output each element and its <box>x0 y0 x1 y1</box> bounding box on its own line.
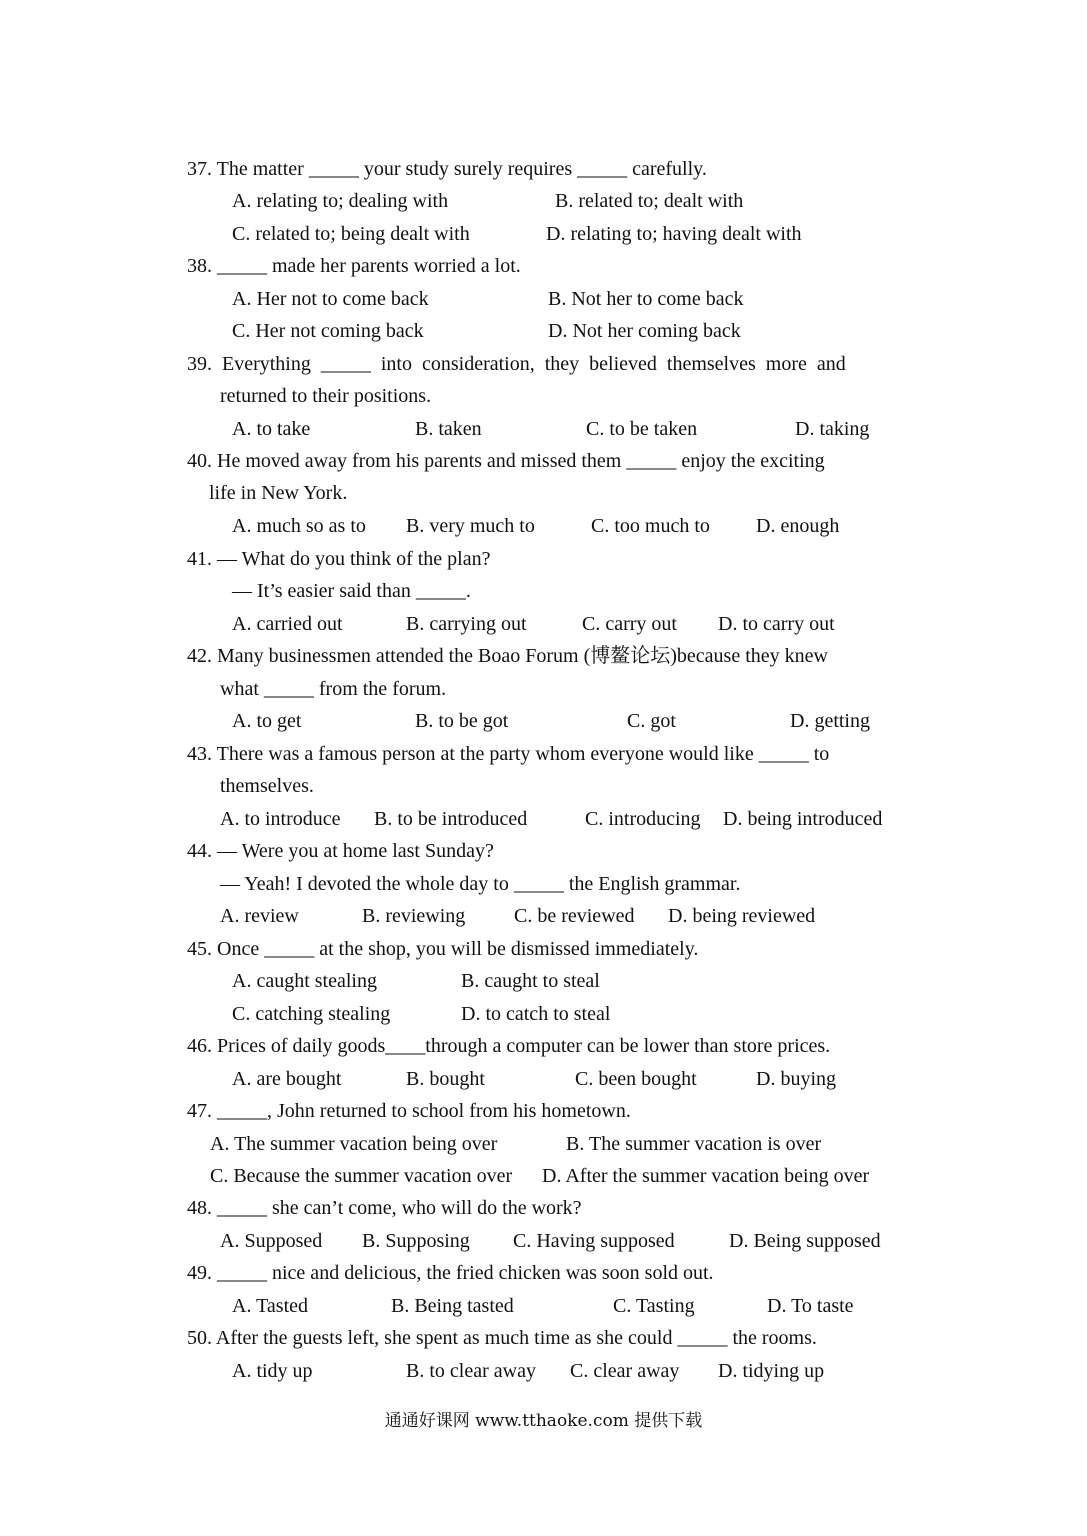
question-47-option-c: C. Because the summer vacation over <box>210 1165 513 1187</box>
question-38-option-c: C. Her not coming back <box>232 320 424 342</box>
question-44-option-d: D. being reviewed <box>668 905 816 927</box>
page-footer: 通通好课网 www.tthaoke.com 提供下载 <box>384 1411 703 1431</box>
question-43-option-b: B. to be introduced <box>374 808 528 830</box>
question-42-option-d: D. getting <box>790 710 870 732</box>
question-50-stem: 50. After the guests left, she spent as much time as she could _____ the rooms. <box>187 1327 817 1349</box>
question-39-option-c: C. to be taken <box>586 418 698 440</box>
question-43-option-c: C. introducing <box>585 808 701 830</box>
question-49-option-a: A. Tasted <box>232 1295 308 1317</box>
question-47-stem: 47. _____, John returned to school from his hometown. <box>187 1100 631 1122</box>
question-40-stem-cont: life in New York. <box>209 482 348 504</box>
question-48-option-c: C. Having supposed <box>513 1230 675 1252</box>
question-44-option-c: C. be reviewed <box>514 905 635 927</box>
question-39-stem-cont: returned to their positions. <box>220 385 432 407</box>
question-41-stem: 41. — What do you think of the plan? <box>187 548 491 570</box>
question-40-option-b: B. very much to <box>406 515 535 537</box>
question-40-option-c: C. too much to <box>591 515 710 537</box>
question-49-option-d: D. To taste <box>767 1295 854 1317</box>
question-40-stem: 40. He moved away from his parents and missed them _____ enjoy the exciting <box>187 450 825 472</box>
question-50-option-b: B. to clear away <box>406 1360 536 1382</box>
question-37-option-d: D. relating to; having dealt with <box>546 223 802 245</box>
question-45-stem: 45. Once _____ at the shop, you will be dismissed immediately. <box>187 938 699 960</box>
question-45-option-a: A. caught stealing <box>232 970 377 992</box>
question-41-option-b: B. carrying out <box>406 613 527 635</box>
question-41-stem-cont: — It’s easier said than _____. <box>232 580 471 602</box>
question-50-option-d: D. tidying up <box>718 1360 825 1382</box>
question-42-option-b: B. to be got <box>415 710 509 732</box>
question-39-option-d: D. taking <box>795 418 870 440</box>
question-44-option-b: B. reviewing <box>362 905 466 927</box>
question-48-option-b: B. Supposing <box>362 1230 470 1252</box>
question-39-stem: 39. Everything _____ into consideration, they believed themselves more and <box>187 353 846 375</box>
question-42-stem: 42. Many businessmen attended the Boao Forum (博鳌论坛)because they knew <box>187 645 828 667</box>
question-44-stem-cont: — Yeah! I devoted the whole day to _____ the English grammar. <box>220 873 741 895</box>
question-47-option-d: D. After the summer vacation being over <box>542 1165 870 1187</box>
question-50-option-c: C. clear away <box>570 1360 680 1382</box>
question-39-option-a: A. to take <box>232 418 311 440</box>
question-48-stem: 48. _____ she can’t come, who will do the work? <box>187 1197 582 1219</box>
question-41-option-a: A. carried out <box>232 613 343 635</box>
question-41-option-c: C. carry out <box>582 613 677 635</box>
question-38-option-a: A. Her not to come back <box>232 288 429 310</box>
question-46-option-b: B. bought <box>406 1068 485 1090</box>
question-44-option-a: A. review <box>220 905 299 927</box>
question-38-option-b: B. Not her to come back <box>548 288 744 310</box>
question-47-option-b: B. The summer vacation is over <box>566 1133 822 1155</box>
question-39-option-b: B. taken <box>415 418 482 440</box>
question-46-option-a: A. are bought <box>232 1068 342 1090</box>
question-42-option-a: A. to get <box>232 710 302 732</box>
question-43-option-d: D. being introduced <box>723 808 883 830</box>
question-49-option-c: C. Tasting <box>613 1295 695 1317</box>
question-45-option-c: C. catching stealing <box>232 1003 391 1025</box>
question-37-option-a: A. relating to; dealing with <box>232 190 449 212</box>
question-43-stem-cont: themselves. <box>220 775 314 797</box>
question-49-option-b: B. Being tasted <box>391 1295 514 1317</box>
question-46-option-d: D. buying <box>756 1068 836 1090</box>
question-48-option-d: D. Being supposed <box>729 1230 881 1252</box>
question-48-option-a: A. Supposed <box>220 1230 323 1252</box>
question-43-stem: 43. There was a famous person at the party whom everyone would like _____ to <box>187 743 830 765</box>
question-38-stem: 38. _____ made her parents worried a lot. <box>187 255 521 277</box>
question-42-stem-cont: what _____ from the forum. <box>220 678 447 700</box>
question-42-option-c: C. got <box>627 710 676 732</box>
question-45-option-d: D. to catch to steal <box>461 1003 611 1025</box>
question-40-option-a: A. much so as to <box>232 515 366 537</box>
question-44-stem: 44. — Were you at home last Sunday? <box>187 840 494 862</box>
question-43-option-a: A. to introduce <box>220 808 341 830</box>
question-37-stem: 37. The matter _____ your study surely requires _____ carefully. <box>187 158 707 180</box>
question-37-option-c: C. related to; being dealt with <box>232 223 470 245</box>
question-45-option-b: B. caught to steal <box>461 970 600 992</box>
question-38-option-d: D. Not her coming back <box>548 320 741 342</box>
question-37-option-b: B. related to; dealt with <box>555 190 744 212</box>
question-41-option-d: D. to carry out <box>718 613 835 635</box>
question-47-option-a: A. The summer vacation being over <box>210 1133 498 1155</box>
question-46-stem: 46. Prices of daily goods____through a computer can be lower than store prices. <box>187 1035 831 1057</box>
question-49-stem: 49. _____ nice and delicious, the fried chicken was soon sold out. <box>187 1262 714 1284</box>
question-50-option-a: A. tidy up <box>232 1360 313 1382</box>
question-46-option-c: C. been bought <box>575 1068 697 1090</box>
question-40-option-d: D. enough <box>756 515 840 537</box>
